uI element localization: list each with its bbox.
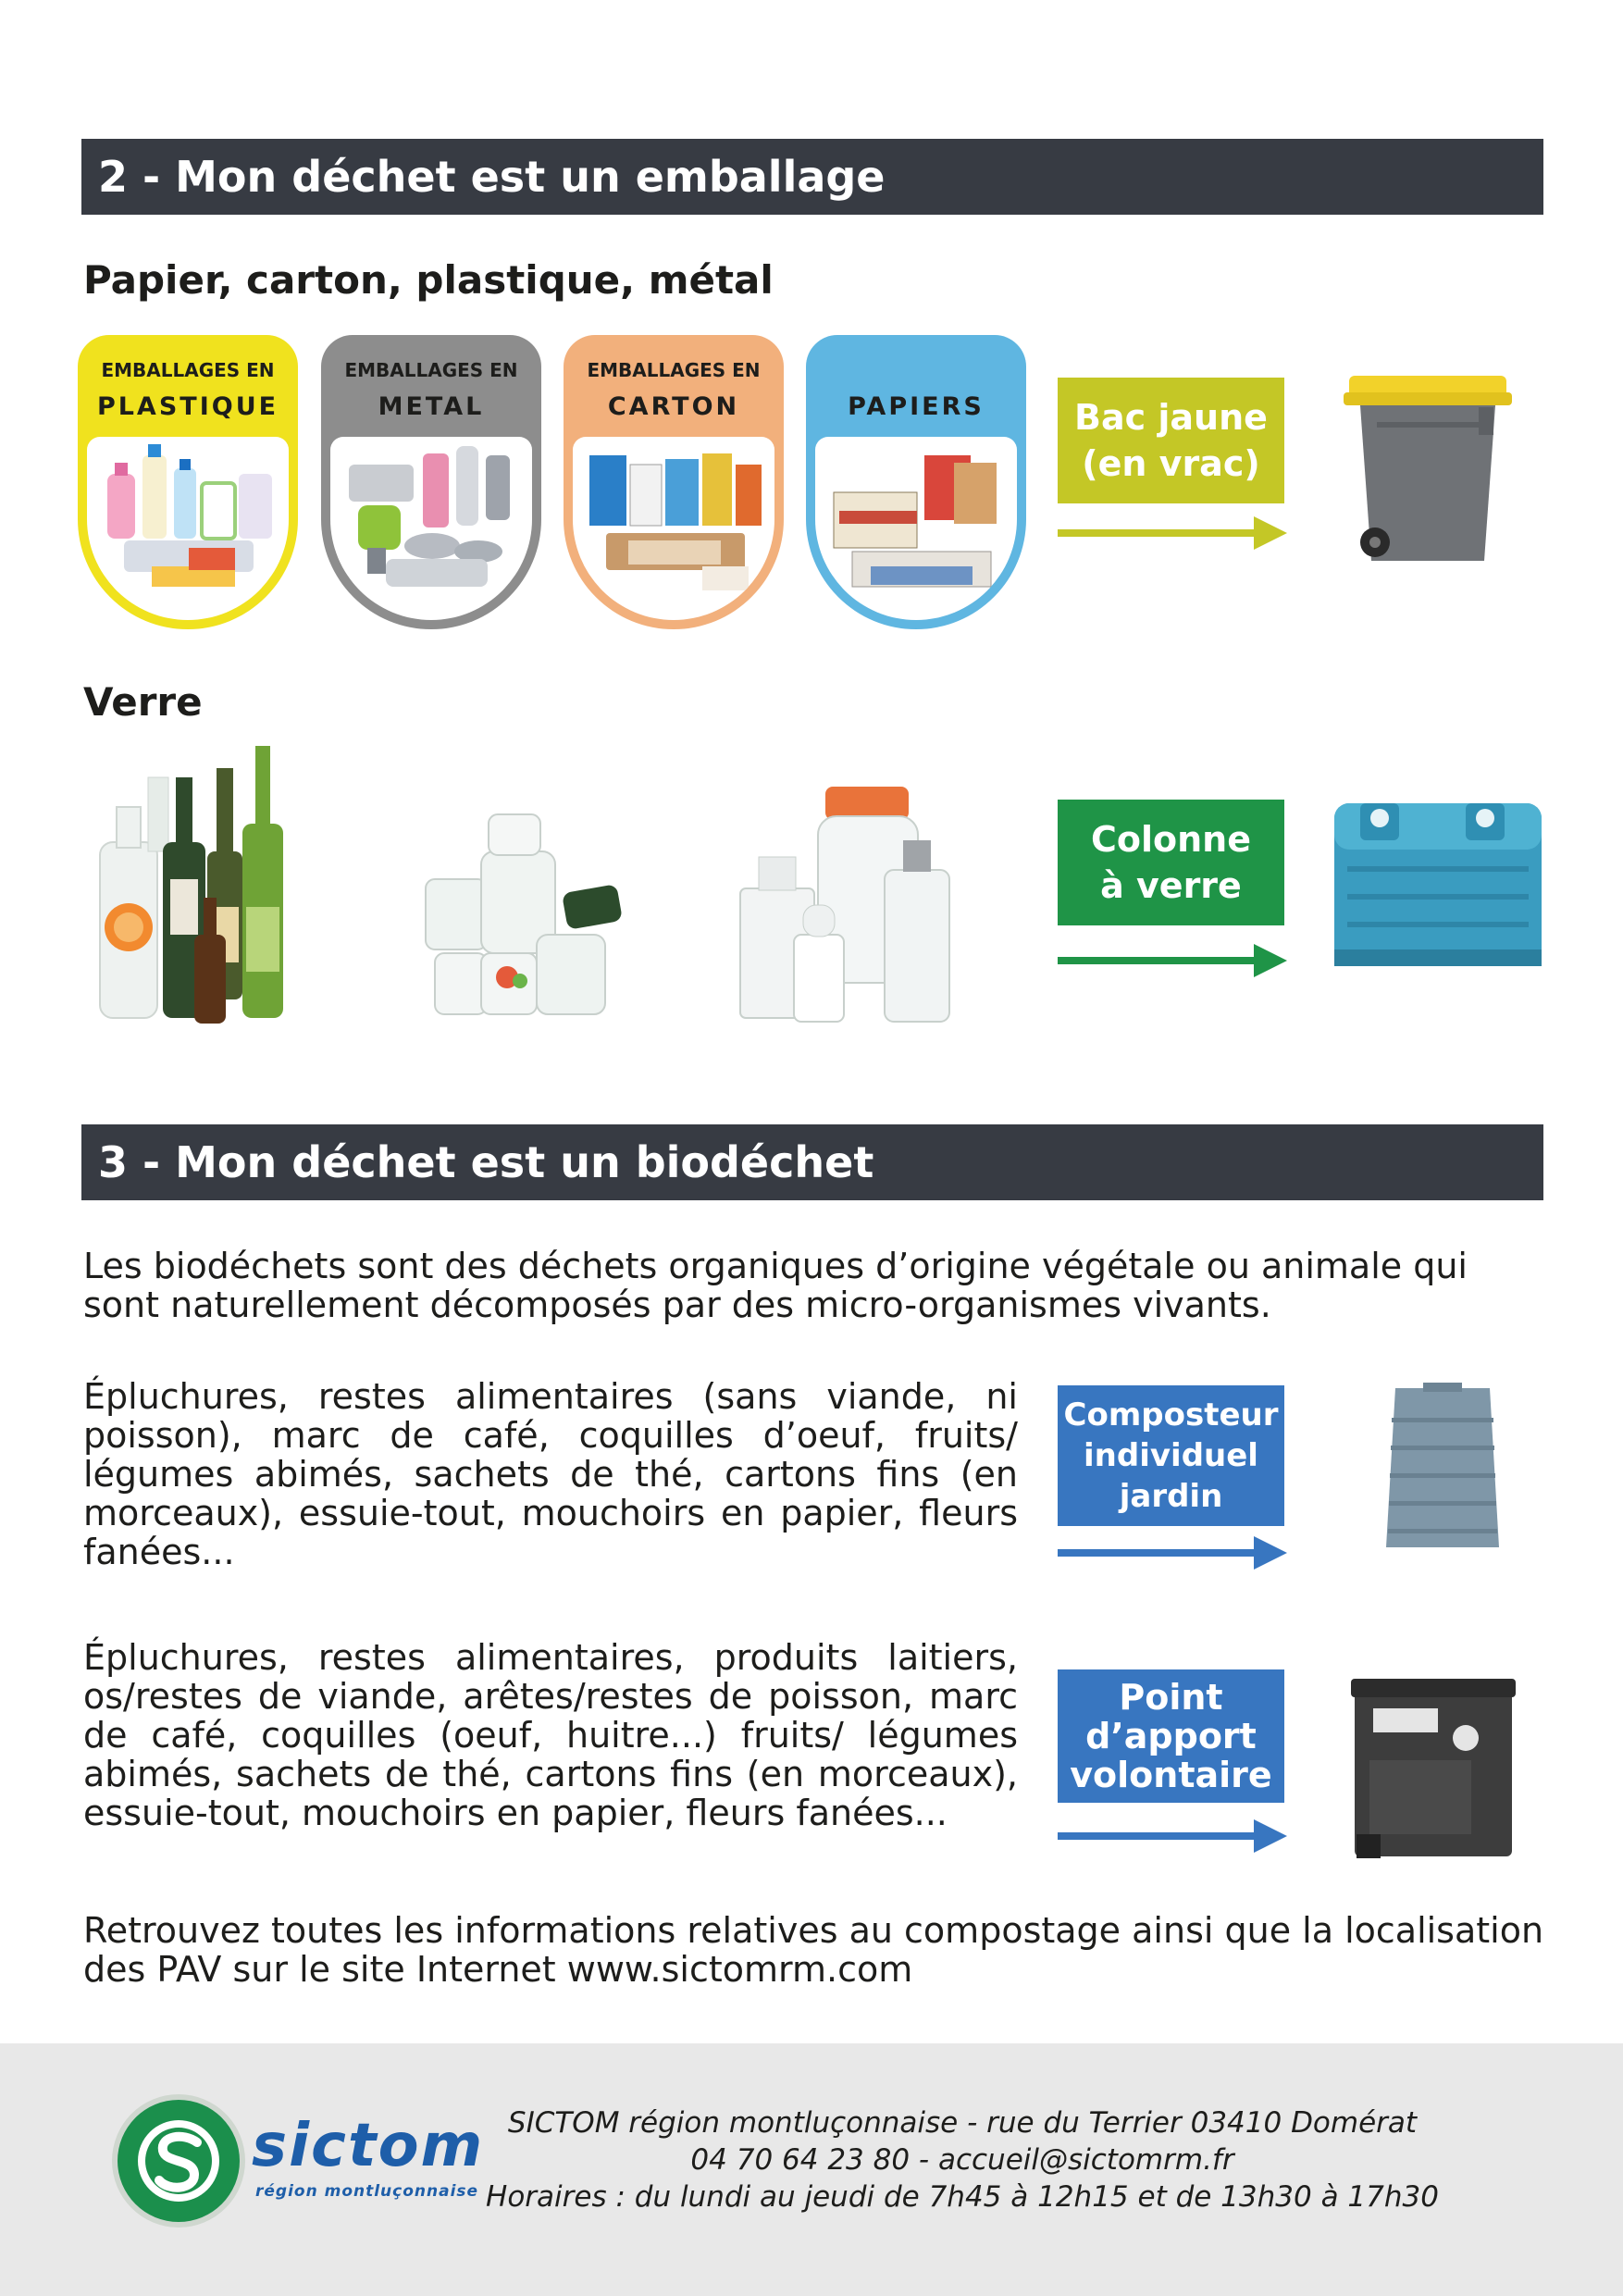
composteur-text: Composteur individuel jardin <box>1063 1396 1279 1515</box>
tile-metal-line2: METAL <box>378 392 485 421</box>
footer-address: SICTOM région montluçonnaise - rue du Terrier 03410 Domérat <box>507 2106 1418 2140</box>
section-2-title: 2 - Mon déchet est un emballage <box>98 152 886 202</box>
footer <box>0 2043 1623 2296</box>
footer-contact: 04 70 64 23 80 - accueil@sictomrm.fr <box>690 2143 1234 2177</box>
pav-arrow-icon <box>1058 1818 1289 1855</box>
collection-point-icon <box>1347 1671 1519 1866</box>
tile-plastique-line2: PLASTIQUE <box>96 392 279 421</box>
colonne-verre-text: Colonne à verre <box>1090 819 1251 906</box>
yellow-bin-icon <box>1340 370 1516 574</box>
glass-jars-flasks-illustration <box>722 768 972 1036</box>
tile-plastique <box>78 335 298 629</box>
paper-illustration <box>815 437 1017 620</box>
composteur-label <box>1058 1385 1284 1526</box>
metal-packaging-illustration <box>330 437 532 620</box>
sictom-logo-subtext: région montluçonnaise <box>255 2182 479 2201</box>
colonne-verre-label <box>1058 800 1284 925</box>
pav-text: Point d’apport volontaire <box>1070 1677 1272 1795</box>
outro-text: Retrouvez toutes les informations relatives au compostage ainsi que la localisation des PAV sur le site Internet www.sictomrm.com <box>83 1910 1544 1990</box>
tile-carton-line2: CARTON <box>607 392 740 421</box>
bac-jaune-text: Bac jaune (en vrac) <box>1074 397 1268 484</box>
section-2-header <box>81 139 1543 215</box>
glass-jars-illustration <box>407 796 638 1027</box>
tile-papiers-line2: PAPIERS <box>848 392 985 421</box>
section-3-title: 3 - Mon déchet est un biodéchet <box>98 1137 874 1187</box>
footer-hours: Horaires : du lundi au jeudi de 7h45 à 12h15 et de 13h30 à 17h30 <box>486 2180 1439 2214</box>
pav-label <box>1058 1669 1284 1803</box>
tile-papiers <box>806 335 1026 629</box>
composteur-arrow-icon <box>1058 1534 1289 1571</box>
bac-jaune-label <box>1058 378 1284 503</box>
tile-metal <box>321 335 541 629</box>
colonne-verre-arrow-icon <box>1058 942 1289 979</box>
bac-jaune-arrow-icon <box>1058 515 1289 552</box>
pav-description: Épluchures, restes alimentaires, produits laitiers, os/restes de viande, arêtes/restes de poisson, marc de café, coquilles (oeuf, huitre...) fruits/ légumes abimés, sachets de thé, cartons fins (en morceaux), essuie-tout, mouchoirs en papier, fleurs fanées... <box>83 1637 1018 1833</box>
plastic-packaging-illustration <box>87 437 289 620</box>
sictom-logo-text: sictom <box>252 2112 485 2180</box>
composter-icon <box>1382 1381 1503 1557</box>
tile-plastique-line1: EMBALLAGES EN <box>101 359 275 381</box>
glass-bottles-illustration <box>83 740 296 1036</box>
biodechet-intro: Les biodéchets sont des déchets organiques d’origine végétale ou animale qui sont naturellement décomposés par des micro-organismes vivants. <box>83 1246 1468 1325</box>
carton-packaging-illustration <box>573 437 774 620</box>
glass-container-icon <box>1329 792 1547 977</box>
tile-carton <box>564 335 784 629</box>
glass-subtitle: Verre <box>83 679 203 725</box>
recyclables-subtitle: Papier, carton, plastique, métal <box>83 257 774 303</box>
compost-description: Épluchures, restes alimentaires (sans viande, ni poisson), marc de café, coquilles d’oeuf, fruits/ légumes abimés, sachets de thé, cartons fins (en morceaux), essuie-tout, mouchoirs en papier, fleurs fanées... <box>83 1376 1018 1572</box>
section-3-header <box>81 1124 1543 1200</box>
tile-carton-line1: EMBALLAGES EN <box>587 359 761 381</box>
sictom-logo-icon <box>109 2091 248 2230</box>
tile-metal-line1: EMBALLAGES EN <box>344 359 518 381</box>
